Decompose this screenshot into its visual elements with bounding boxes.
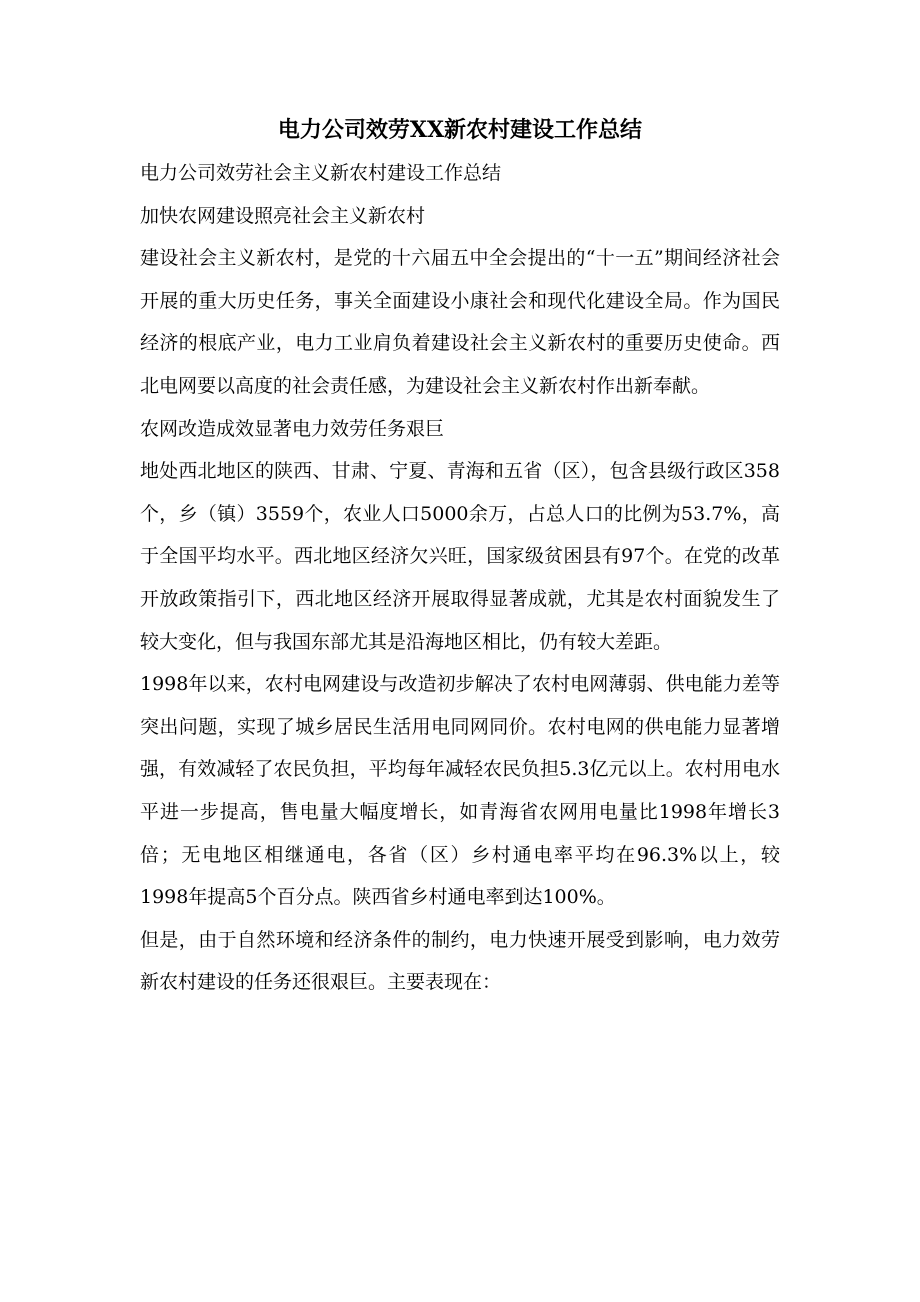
section-heading: 农网改造成效显著电力效劳任务艰巨 <box>140 417 445 440</box>
body-paragraph: 建设社会主义新农村，是党的十六届五中全会提出的“十一五”期间经济社会开展的重大历史任务，事关全面建设小康社会和现代化建设全局。作为国民经济的根底产业，电力工业肩负着建设社会主义新农村的重要历史使命。西北电网要以高度的社会责任感，为建设社会主义新农村作出新奉献。 <box>140 247 780 397</box>
document-title: 电力公司效劳XX新农村建设工作总结 <box>277 117 643 143</box>
body-paragraph: 1998年以来，农村电网建设与改造初步解决了农村电网薄弱、供电能力差等突出问题，实现了城乡居民生活用电同网同价。农村电网的供电能力显著增强，有效减轻了农民负担，平均每年减轻农民负担5.3亿元以上。农村用电水平进一步提高，售电量大幅度增长，如青海省农网用电量比1998年增长3倍；无电地区相继通电，各省（区）乡村通电率平均在96.3%以上，较1998年提高5个百分点。陕西省乡村通电率到达100%。 <box>140 673 780 909</box>
document-body <box>140 152 780 1004</box>
section-heading: 加快农网建设照亮社会主义新农村 <box>140 204 426 227</box>
body-paragraph: 地处西北地区的陕西、甘肃、宁夏、青海和五省（区），包含县级行政区358个，乡（镇）3559个，农业人口5000余万，占总人口的比例为53.7%，高于全国平均水平。西北地区经济欠兴旺，国家级贫困县有97个。在党的改革开放政策指引下，西北地区经济开展取得显著成就，尤其是农村面貌发生了较大变化，但与我国东部尤其是沿海地区相比，仍有较大差距。 <box>140 460 780 653</box>
body-paragraph: 但是，由于自然环境和经济条件的制约，电力快速开展受到影响，电力效劳新农村建设的任务还很艰巨。主要表现在： <box>140 928 780 994</box>
subtitle-paragraph: 电力公司效劳社会主义新农村建设工作总结 <box>140 162 502 184</box>
